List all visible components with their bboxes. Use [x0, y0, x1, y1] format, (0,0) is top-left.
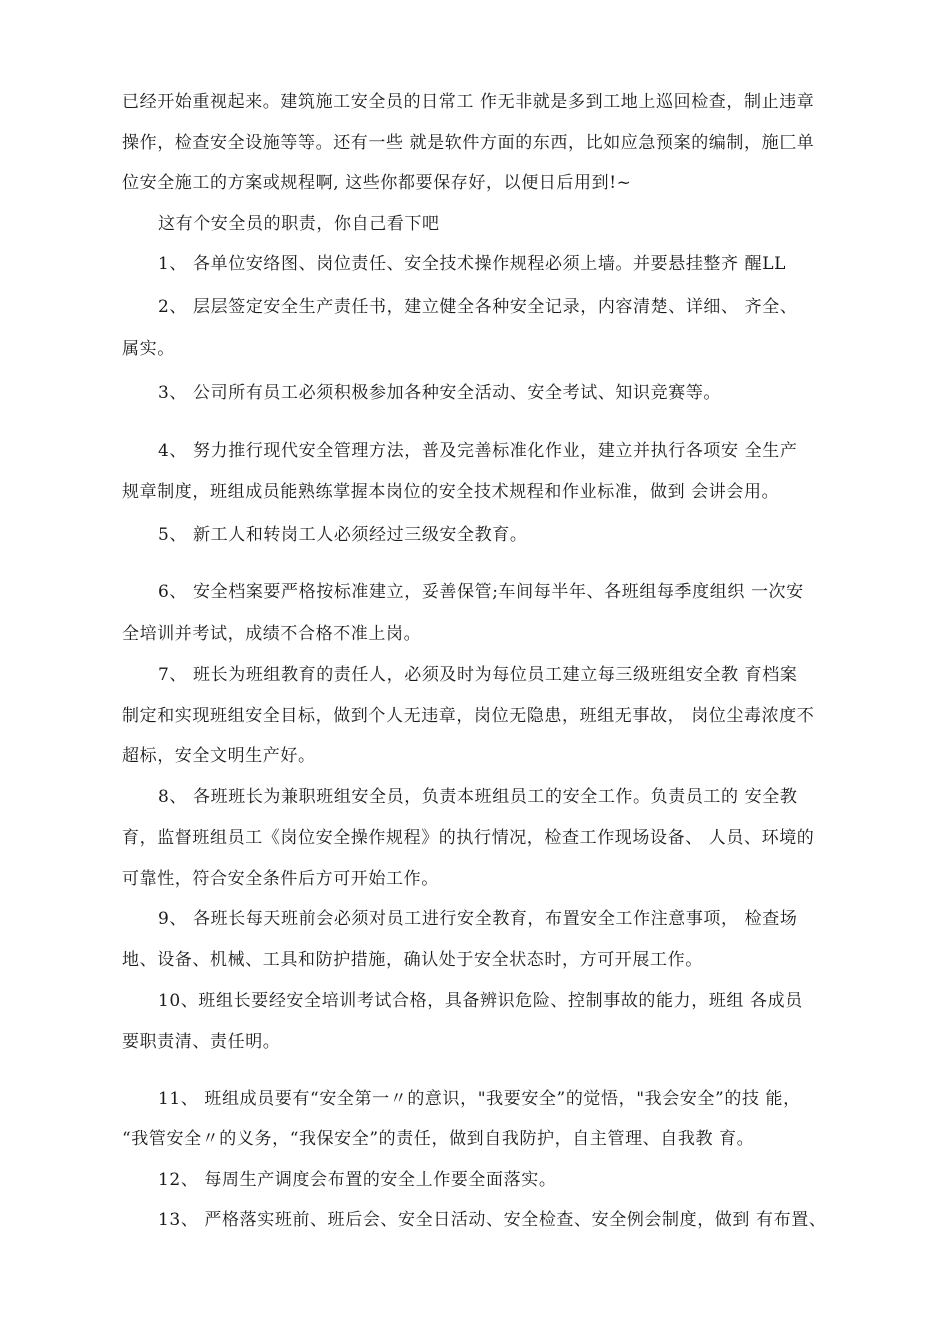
- text-line: 10、班组长要经安全培训考试合格，具备辨识危险、控制事故的能力，班组 各成员: [158, 991, 803, 1011]
- text-line: 4、 努力推行现代安全管理方法，普及完善标准化作业，建立并执行各项安 全生产: [158, 441, 798, 461]
- text-line: 育，监督班组员工《岗位安全操作规程》的执行情况，检查工作现场设备、 人员、环境的: [122, 828, 815, 848]
- text-line: 5、 新工人和转岗工人必须经过三级安全教育。: [158, 525, 528, 545]
- text-line: 可靠性，符合安全条件后方可开始工作。: [122, 869, 439, 889]
- text-line: 已经开始重视起来。建筑施工安全员的日常工 作无非就是多到工地上巡回检查，制止违章: [122, 92, 815, 112]
- text-line: 要职责清、责任明。: [122, 1032, 281, 1052]
- text-line: 位安全施工的方案或规程啊, 这些你都要保存好，以便日后用到!~: [122, 173, 632, 193]
- text-line: 8、 各班班长为兼职班组安全员，负责本班组员工的安全工作。负责员工的 安全教: [158, 787, 798, 807]
- text-line: 13、 严格落实班前、班后会、安全日活动、安全检查、安全例会制度，做到 有布置、: [158, 1210, 827, 1230]
- text-line: 地、设备、机械、工具和防护措施，确认处于安全状态时，方可开展工作。: [122, 950, 703, 970]
- text-line: 2、 层层签定安全生产责任书，建立健全各种安全记录，内容清楚、详细、 齐全、: [158, 297, 798, 317]
- text-line: 9、 各班长每天班前会必须对员工进行安全教育，布置安全工作注意事项， 检查场: [158, 909, 798, 929]
- text-line: 属实。: [122, 339, 175, 359]
- text-line: 全培训并考试，成绩不合格不准上岗。: [122, 624, 422, 644]
- text-line: 3、 公司所有员工必须积极参加各种安全活动、安全考试、知识竞赛等。: [158, 383, 722, 403]
- text-line: 规章制度，班组成员能熟练掌握本岗位的安全技术规程和作业标准，做到 会讲会用。: [122, 482, 780, 502]
- text-line: 操作，检查安全设施等等。还有一些 就是软件方面的东西，比如应急预案的编制，施匚单: [122, 133, 815, 153]
- text-line: 6、 安全档案要严格按标准建立，妥善保管;车间每半年、各班组每季度组织 一次安: [158, 582, 804, 602]
- text-line: 1、 各单位安络图、岗位责任、安全技术操作规程必须上墙。并要悬挂整齐 醒LL: [158, 254, 786, 274]
- text-line: 制定和实现班组安全目标，做到个人无违章，岗位无隐患，班组无事故， 岗位尘毒浓度不: [122, 706, 815, 726]
- text-line: 7、 班长为班组教育的责任人，必须及时为每位员工建立每三级班组安全教 育档案: [158, 665, 798, 685]
- text-line: 超标，安全文明生产好。: [122, 746, 316, 766]
- text-line: 这有个安全员的职责，你自己看下吧: [158, 214, 440, 234]
- text-line: 11、 班组成员要有“安全第一〃的意识，"我要安全”的觉悟，"我会安全”的技 能，: [158, 1089, 801, 1109]
- text-line: 12、 每周生产调度会布置的安全丄作要全面落实。: [158, 1170, 557, 1190]
- text-line: “我管安全〃的义务，“我保安全”的责任，做到自我防护，自主管理、自我教 育。: [122, 1129, 755, 1149]
